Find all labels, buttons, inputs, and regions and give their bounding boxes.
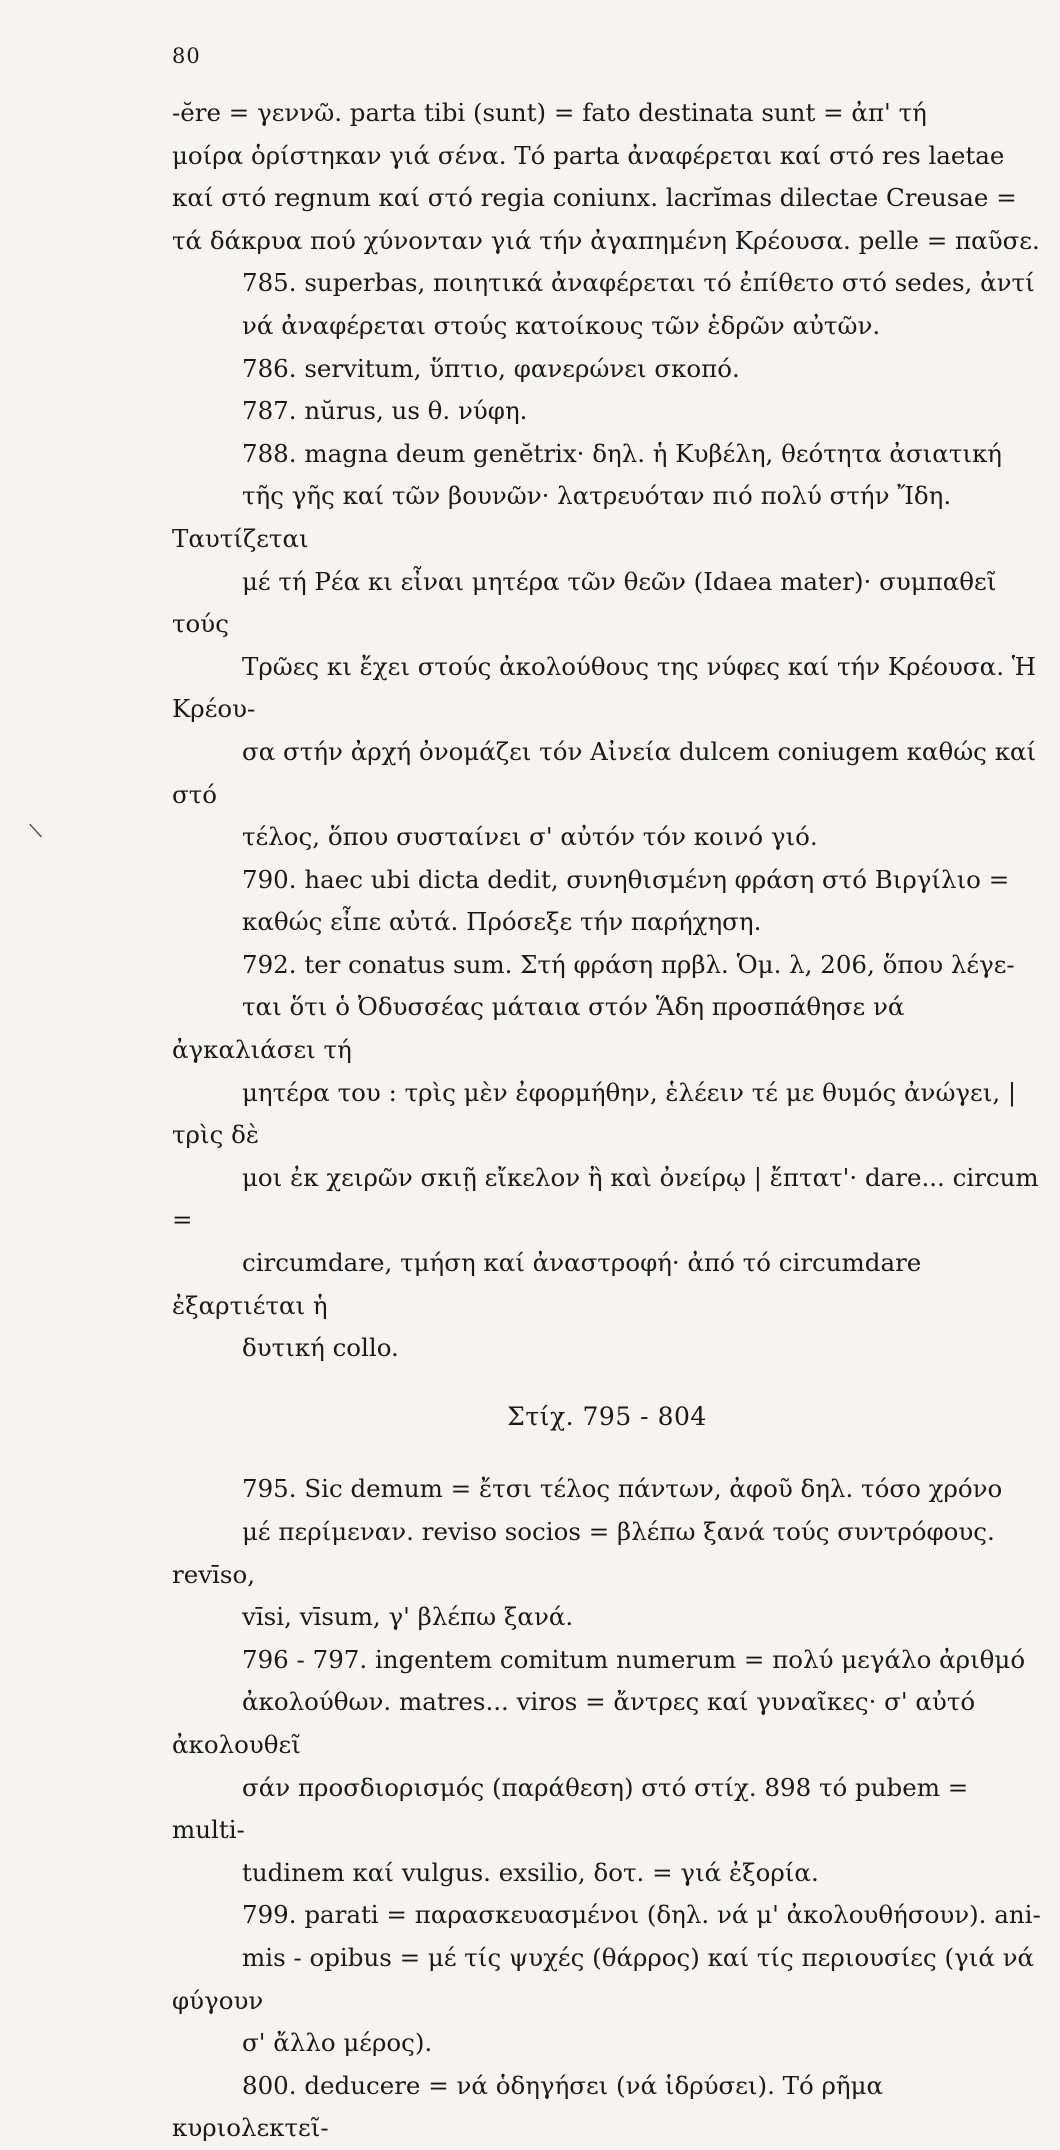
text-line: μέ περίμεναν. reviso socios = βλέπω ξανά τούς συντρόφους. revīso,: [172, 1517, 995, 1589]
text-line: μητέρα του : τρὶς μὲν ἐφορμήθην, ἑλέειν τέ με θυμός ἀνώγει, | τρὶς δὲ: [172, 1077, 1017, 1150]
text-line: 788. magna deum genĕtrix· δηλ. ἡ Κυβέλη, θεότητα ἀσιατική: [242, 438, 1002, 468]
text-line: 795. Sic demum = ἔτσι τέλος πάντων, ἀφοῦ δηλ. τόσο χρόνο: [242, 1474, 1003, 1504]
commentary-section-bottom: [172, 1468, 1042, 2150]
text-line: 790. haec ubi dicta dedit, συνηθισμένη φράση στό Βιργίλιο =: [242, 864, 1010, 894]
text-line: 799. parati = παρασκευασμένοι (δηλ. νά μ' ἀκολουθήσουν). ani-: [242, 1900, 1041, 1930]
commentary-text: [172, 92, 1042, 2150]
text-line: τῆς γῆς καί τῶν βουνῶν· λατρευόταν πιό πολύ στήν Ἴδη. Ταυτίζεται: [172, 481, 952, 553]
text-line: ται ὅτι ὁ Ὀδυσσέας μάταια στόν Ἅδη προσπάθησε νά ἀγκαλιάσει τή: [172, 992, 905, 1065]
text-line: σα στήν ἀρχή ὀνομάζει τόν Αἰνεία dulcem coniugem καθώς καί στό: [172, 736, 1037, 809]
page-number: 80: [172, 44, 201, 68]
text-line: μέ τή Ρέα κι εἶναι μητέρα τῶν θεῶν (Idaea mater)· συμπαθεῖ τούς: [172, 566, 997, 639]
commentary-paragraph: [172, 1639, 1042, 1895]
text-line: νά ἀναφέρεται στούς κατοίκους τῶν ἑδρῶν αὐτῶν.: [242, 310, 881, 340]
text-line: tudinem καί vulgus. exsilio, δοτ. = γιά ἐξορία.: [242, 1857, 819, 1887]
text-line: Τρῶες κι ἔχει στούς ἀκολούθους της νύφες καί τήν Κρέουσα. Ἡ Κρέου-: [172, 651, 1037, 724]
text-line: τέλος, ὅπου συσταίνει σ' αὐτόν τόν κοινό γιό.: [242, 822, 818, 852]
text-line: ἀκολούθων. matres... viros = ἄντρες καί γυναῖκες· σ' αὐτό ἀκολουθεῖ: [172, 1687, 976, 1759]
commentary-paragraph: [172, 944, 1042, 1370]
text-line: 800. deducere = νά ὁδηγήσει (νά ἱδρύσει). Τό ρῆμα κυριολεκτεῖ-: [172, 2070, 884, 2143]
text-line: 792. ter conatus sum. Στή φράση πρβλ. Ὁμ. λ, 206, ὅπου λέγε-: [242, 949, 1015, 979]
text-line: σ' ἄλλο μέρος).: [242, 2028, 433, 2058]
text-line: μοι ἐκ χειρῶν σκιῇ εἴκελον ἢ καὶ ὀνείρῳ | ἔπτατ'· dare... circum =: [172, 1162, 1039, 1235]
text-line: vīsi, vīsum, γ' βλέπω ξανά.: [242, 1602, 574, 1632]
commentary-paragraph: [172, 2065, 1042, 2150]
text-line: 786. servitum, ὕπτιο, φανερώνει σκοπό.: [242, 353, 740, 383]
text-line: mis - opibus = μέ τίς ψυχές (θάρρος) καί τίς περιουσίες (γιά νά φύγουν: [172, 1942, 1035, 2015]
commentary-paragraph: [172, 859, 1042, 944]
commentary-section-top: [172, 92, 1042, 1370]
text-line: τά δάκρυα πού χύνονταν γιά τήν ἀγαπημένη Κρέουσα. pelle = παῦσε.: [172, 225, 1040, 255]
commentary-paragraph: [172, 262, 1042, 347]
margin-mark: \: [27, 817, 44, 843]
text-line: circumdare, τμήση καί ἀναστροφή· ἀπό τό circumdare ἐξαρτιέται ἡ: [172, 1248, 922, 1320]
commentary-paragraph: [172, 390, 1042, 433]
commentary-paragraph: [172, 1468, 1042, 1638]
text-line: μοίρα ὁρίστηκαν γιά σένα. Τό parta ἀναφέρεται καί στό res laetae: [172, 140, 1005, 170]
commentary-paragraph: [172, 1894, 1042, 2064]
text-line: 796 - 797. ingentem comitum numerum = πολύ μεγάλο ἀριθμό: [242, 1644, 1026, 1674]
text-line: καθώς εἶπε αὐτά. Πρόσεξε τήν παρήχηση.: [242, 907, 762, 937]
text-line: δυτική collo.: [242, 1333, 399, 1363]
commentary-paragraph: [172, 92, 1042, 262]
text-line: 785. superbas, ποιητικά ἀναφέρεται τό ἐπίθετο στό sedes, ἀντί: [242, 268, 1035, 298]
section-heading: Στίχ. 795 - 804: [507, 1401, 707, 1431]
text-line: σάν προσδιορισμός (παράθεση) στό στίχ. 898 τό pubem = multi-: [172, 1772, 969, 1845]
text-line: 787. nŭrus, us θ. νύφη.: [242, 396, 528, 426]
commentary-paragraph: [172, 433, 1042, 859]
text-line: καί στό regnum καί στό regia coniunx. lacrĭmas dilectae Creusae =: [172, 183, 1017, 213]
commentary-paragraph: [172, 348, 1042, 391]
text-line: -ĕre = γεννῶ. parta tibi (sunt) = fato destinata sunt = ἀπ' τή: [172, 98, 927, 127]
